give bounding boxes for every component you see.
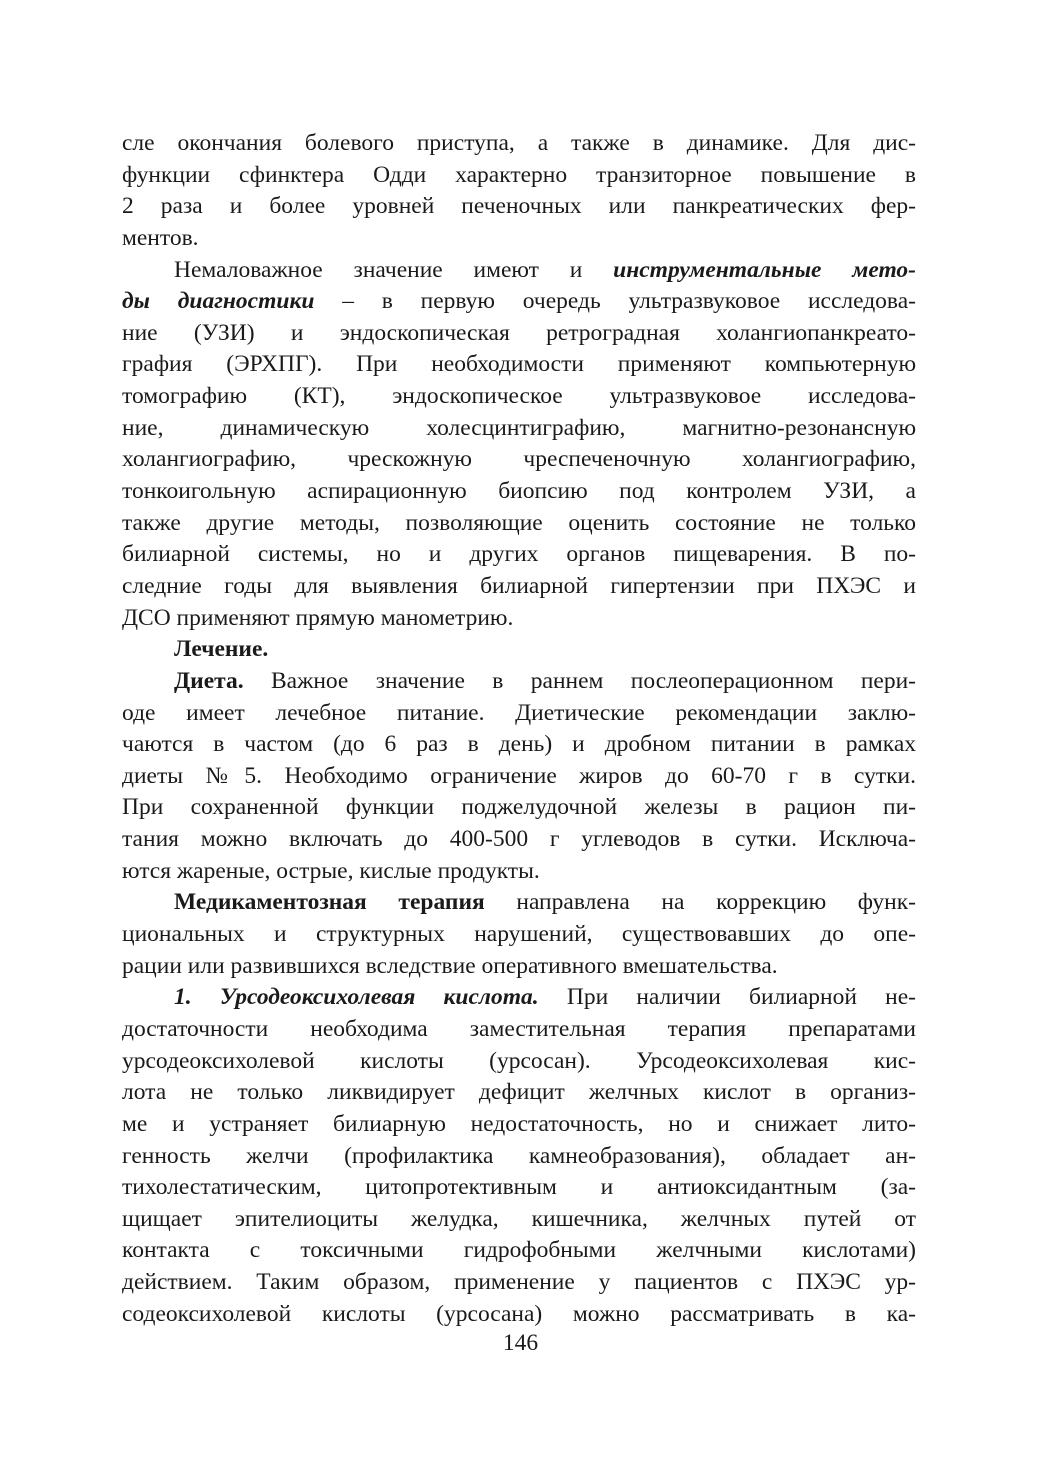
text-line [122,1109,916,1141]
text-line [122,381,916,413]
text-line [122,508,916,540]
line-text: томографию (КТ), эндоскопическое ультразвуковое исследова- [122,383,916,410]
text-line [122,951,916,983]
text-line [122,1299,916,1331]
text-line [122,444,916,476]
text-line [122,1267,916,1299]
text-line [122,856,916,888]
line-text: направлена на коррекцию функ- [484,889,916,916]
line-text: тонкоигольную аспирационную биопсию под контролем УЗИ, а [122,478,916,505]
text-line [122,919,916,951]
body-text [122,128,916,1330]
text-line [122,666,916,698]
line-text: При наличии билиарной не- [538,984,916,1011]
text-line [122,160,916,192]
text-line [122,792,916,824]
text-line [122,1046,916,1078]
text-line [122,255,916,287]
text-line [122,729,916,761]
text-line [122,349,916,381]
line-text: генность желчи (профилактика камнеобразования), обладает ан- [122,1142,916,1169]
text-line [122,887,916,919]
line-text: ние, динамическую холесцинтиграфию, магнитно-резонансную [122,414,916,441]
line-text: ме и устраняет билиарную недостаточность, но и снижает лито- [122,1110,916,1137]
line-text: следние годы для выявления билиарной гипертензии при ПХЭС и [122,572,916,599]
text-line [122,318,916,350]
text-line [122,571,916,603]
line-text: достаточности необходима заместительная терапия препаратами [122,1015,916,1042]
text-line [122,1204,916,1236]
line-text: циональных и структурных нарушений, существовавших до опе- [122,921,916,948]
line-text: Важное значение в раннем послеоперационном пери- [243,667,916,694]
line-text: функции сфинктера Одди характерно транзиторное повышение в [122,161,916,188]
line-text: ние (УЗИ) и эндоскопическая ретроградная холангиопанкреато- [122,319,916,346]
line-text: также другие методы, позволяющие оценить состояние не только [122,509,916,536]
line-text: холангиографию, чрескожную чреспеченочную холангиографию, [122,446,916,473]
page-number: 146 [502,1330,539,1356]
line-text: щищает эпителиоциты желудка, кишечника, желчных путей от [122,1205,916,1232]
line-text: содеоксихолевой кислоты (урсосана) можно рассматривать в ка- [122,1300,916,1327]
line-text: графия (ЭРХПГ). При необходимости применяют компьютерную [122,351,916,378]
text-line [122,191,916,223]
line-text: 2 раза и более уровней печеночных или панкреатических фер- [122,193,916,220]
text-line [122,698,916,730]
text-line [122,1077,916,1109]
subheading-text: Диета. [174,667,244,694]
line-text: лота не только ликвидирует дефицит желчных кислот в организ- [122,1079,916,1106]
text-line [122,476,916,508]
line-text: контакта с токсичными гидрофобными желчными кислотами) [122,1237,916,1264]
text-line [122,223,916,255]
line-text: диеты №5. Необходимо ограничение жиров до 60-70 г в сутки. [122,762,916,789]
section-heading [122,634,916,666]
heading-text: Лечение. [174,636,269,663]
text-line [122,1141,916,1173]
line-text: тихолестатическим, цитопротективным и антиоксидантным (за- [122,1174,916,1201]
text-line [122,603,916,635]
text-line [122,539,916,571]
text-line [122,982,916,1014]
text-line [122,413,916,445]
line-text: ДСО применяют прямую манометрию. [122,604,514,631]
text-line [122,1235,916,1267]
text-line [122,286,916,318]
line-text: – в первую очередь ультразвуковое исследова- [314,288,916,315]
line-text: чаются в частом (до 6 раз в день) и дробном питании в рамках [122,731,916,758]
subheading-text: Медикаментозная терапия [174,889,485,916]
line-text: урсодеоксихолевой кислоты (урсосан). Урсодеоксихолевая кис- [122,1047,916,1074]
line-text: тания можно включать до 400-500 г углеводов в сутки. Исключа- [122,826,916,853]
line-text: рации или развившихся вследствие оперативного вмешательства. [122,952,778,979]
emphasis-text: инструментальные мето- [613,256,916,283]
text-line [122,1172,916,1204]
text-line [122,761,916,793]
line-text: действием. Таким образом, применение у пациентов с ПХЭС ур- [122,1269,916,1296]
emphasis-text: 1. Урсодеоксихолевая кислота. [174,984,539,1011]
line-text: оде имеет лечебное питание. Диетические рекомендации заклю- [122,699,916,726]
text-line [122,128,916,160]
line-text: При сохраненной функции поджелудочной железы в рацион пи- [122,794,916,821]
text-line [122,824,916,856]
line-text: Немаловажное значение имеют и [174,256,614,283]
line-text: ментов. [122,224,199,251]
line-text: сле окончания болевого приступа, а также в динамике. Для дис- [122,130,916,156]
text-line [122,1014,916,1046]
emphasis-text: ды диагностики [122,288,315,315]
line-text: билиарной системы, но и других органов пищеварения. В по- [122,541,916,568]
line-text: ются жареные, острые, кислые продукты. [122,857,540,884]
